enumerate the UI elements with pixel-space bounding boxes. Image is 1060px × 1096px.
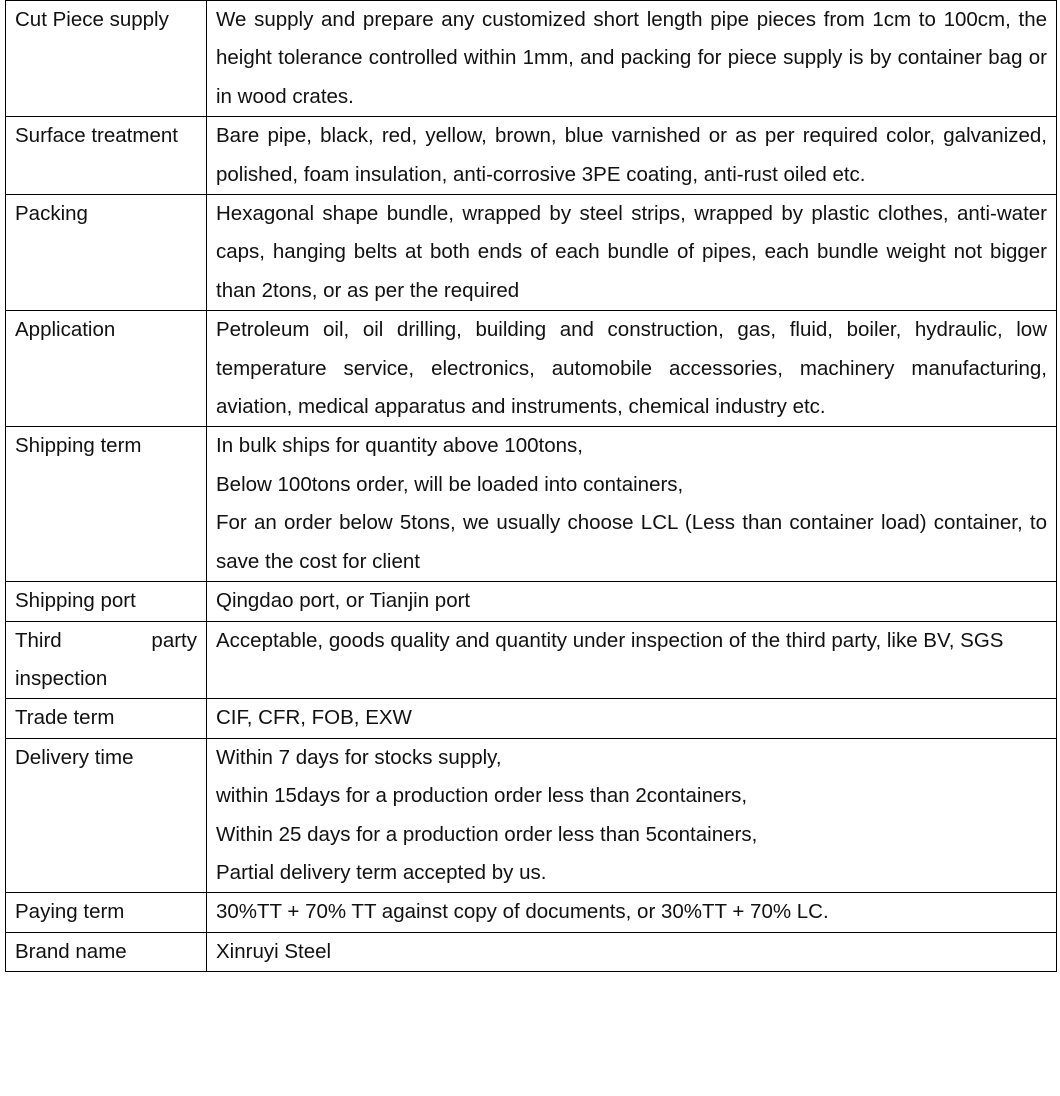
value-line: For an order below 5tons, we usually choose LCL (Less than container load) container, to save the cost for client: [216, 511, 1047, 573]
table-row: [6, 427, 1057, 582]
row-value: Acceptable, goods quality and quantity under inspection of the third party, like BV, SGS: [207, 621, 1057, 699]
row-label: Brand name: [6, 932, 207, 971]
row-label: Delivery time: [6, 738, 207, 893]
row-label: Shipping port: [6, 582, 207, 621]
table-row: [6, 195, 1057, 311]
table-row: [6, 582, 1057, 621]
row-value: 30%TT + 70% TT against copy of documents, or 30%TT + 70% LC.: [207, 893, 1057, 932]
value-line: Partial delivery term accepted by us.: [216, 860, 547, 884]
row-value: Xinruyi Steel: [207, 932, 1057, 971]
row-label: Packing: [6, 195, 207, 311]
row-value: [207, 738, 1057, 893]
value-line: within 15days for a production order less than 2containers,: [216, 784, 748, 808]
table-row: [6, 117, 1057, 195]
row-label: [6, 621, 207, 699]
row-label: Trade term: [6, 699, 207, 738]
spec-table: [5, 0, 1057, 972]
value-line: Within 7 days for stocks supply,: [216, 745, 502, 769]
row-label: Paying term: [6, 893, 207, 932]
row-value: Petroleum oil, oil drilling, building and construction, gas, fluid, boiler, hydraulic, low temperature service, electronics, automobile accessories, machinery manufacturing, aviation, medical apparatus and instruments, chemical industry etc.: [207, 311, 1057, 427]
row-label: Application: [6, 311, 207, 427]
label-line: inspection: [15, 666, 108, 690]
row-value: Hexagonal shape bundle, wrapped by steel strips, wrapped by plastic clothes, anti-water caps, hanging belts at both ends of each bundle of pipes, each bundle weight not bigger than 2tons, or as per the required: [207, 195, 1057, 311]
row-label: Shipping term: [6, 427, 207, 582]
table-row: [6, 311, 1057, 427]
value-line: In bulk ships for quantity above 100tons,: [216, 434, 583, 458]
label-line: Third party: [15, 628, 197, 652]
table-row: [6, 932, 1057, 971]
row-value: CIF, CFR, FOB, EXW: [207, 699, 1057, 738]
table-row: [6, 1, 1057, 117]
row-label: Surface treatment: [6, 117, 207, 195]
value-line: Within 25 days for a production order less than 5containers,: [216, 822, 758, 846]
row-value: We supply and prepare any customized short length pipe pieces from 1cm to 100cm, the height tolerance controlled within 1mm, and packing for piece supply is by container bag or in wood crates.: [207, 1, 1057, 117]
table-row: [6, 893, 1057, 932]
table-row: [6, 621, 1057, 699]
row-value: Qingdao port, or Tianjin port: [207, 582, 1057, 621]
value-line: Below 100tons order, will be loaded into containers,: [216, 472, 684, 496]
row-label: Cut Piece supply: [6, 1, 207, 117]
row-value: [207, 427, 1057, 582]
row-value: Bare pipe, black, red, yellow, brown, blue varnished or as per required color, galvanized, polished, foam insulation, anti-corrosive 3PE coating, anti-rust oiled etc.: [207, 117, 1057, 195]
table-row: [6, 738, 1057, 893]
table-row: [6, 699, 1057, 738]
